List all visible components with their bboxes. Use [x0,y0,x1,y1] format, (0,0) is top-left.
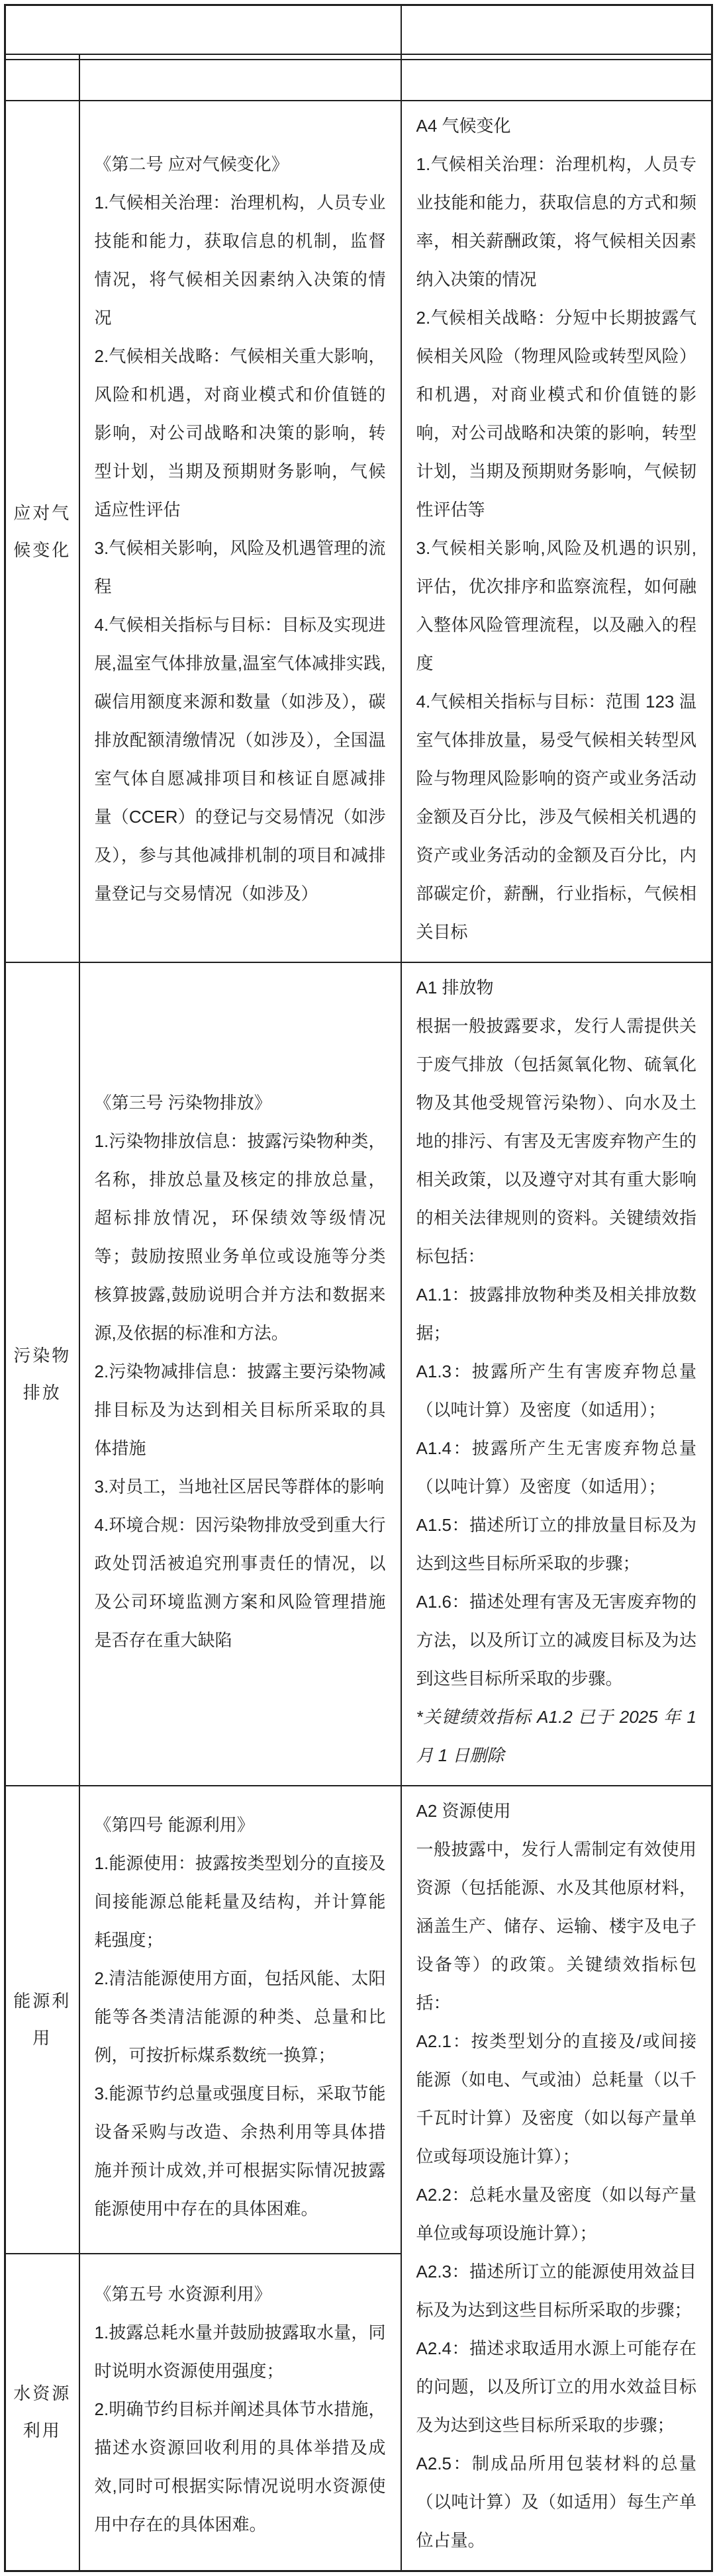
table-row-pollutants [5,962,712,1786]
paragraph: 2.污染物减排信息：披露主要污染物减排目标及为达到相关目标所采取的具体措施 [94,1361,386,1458]
paragraph: A1 排放物 [416,977,494,997]
paragraph: A1.6：描述处理有害及无害废弃物的方法，以及所订立的减废目标及为达到这些目标所采取的步骤。 [416,1591,697,1688]
paragraph: A2.4：描述求取适用水源上可能存在的问题，以及所订立的用水效益目标及为达到这些目标所采取的步骤； [416,2338,697,2435]
paragraph: A2.5：制成品所用包装材料的总量（以吨计算）及（如适用）每生产单位占量。 [416,2453,697,2550]
paragraph: 2.清洁能源使用方面，包括风能、太阳能等各类清洁能源的种类、总量和比例，可按折标煤系数统一换算； [94,1968,386,2066]
header-left-title: 沪深北交易所 ESG 披露框架 [5,5,401,54]
esg-comparison-table [4,4,713,2572]
paragraph: A2.2：总耗水量及密度（如以每产量单位或每项设施计算）； [416,2184,697,2243]
paragraph: 《第三号 污染物排放》 [94,1092,271,1113]
table-row-energy [5,1786,712,2254]
paragraph: 3.对员工，当地社区居民等群体的影响 [94,1476,385,1496]
paragraph: A1.5：描述所订立的排放量目标及为达到这些目标所采取的步骤； [416,1514,697,1573]
gap-cell [5,54,79,60]
kpi-removed-note: *关键绩效指标 A1.2 已于 2025 年 1 月 1 日删除 [416,1706,697,1765]
paragraph: 2.气候相关战略：气候相关重大影响，风险和机遇，对商业模式和价值链的影响，对公司战略和决策的影响，转型计划，当期及预期财务影响，气候适应性评估 [94,345,386,520]
paragraph: 一般披露中，发行人需制定有效使用资源（包括能源、水及其他原材料，涵盖生产、储存、运输、楼宇及电子设备等）的政策。关键绩效指标包括： [416,1839,697,2013]
column-header-hk: 议题对应及具体要求 [401,60,712,101]
header-gap-row [5,54,712,60]
mainland-cell-water [79,2254,401,2571]
hk-cell-resource-use [401,1786,712,2571]
header-right-title: 港股 ESG 披露框架 [401,5,712,54]
paragraph: 《第五号 水资源利用》 [94,2284,271,2305]
paragraph: 《第二号 应对气候变化》 [94,154,289,174]
paragraph: 3.气候相关影响,风险及机遇的识别,评估，优次排序和监察流程，如何融入整体风险管理流程，以及融入的程度 [416,537,697,673]
mainland-cell-climate [79,101,401,962]
paragraph: A2.1：按类型划分的直接及/或间接能源（如电、气或油）总耗量（以千千瓦时计算）及密度（如以每产量单位或每项设施计算）； [416,2031,697,2166]
paragraph: 4.气候相关指标与目标：目标及实现进展,温室气体排放量,温室气体减排实践,碳信用额度来源和数量（如涉及），碳排放配额清缴情况（如涉及），全国温室气体自愿减排项目和核证自愿减排量（CCER）的登记与交易情况（如涉及），参与其他减排机制的项目和减排量登记与交易情况（如涉及） [94,614,386,903]
topic-cell-climate: 应对气候变化 [5,101,79,962]
mainland-cell-energy [79,1786,401,2254]
header-row-sub [5,60,712,101]
column-header-mainland: 对应文件及具体要求 [79,60,401,101]
header-row-main [5,5,712,54]
paragraph: 1.气候相关治理：治理机构，人员专业技能和能力，获取信息的方式和频率，相关薪酬政策，将气候相关因素纳入决策的情况 [416,154,697,289]
topic-cell-energy: 能源利用 [5,1786,79,2254]
paragraph: A2.3：描述所订立的能源使用效益目标及为达到这些目标所采取的步骤； [416,2261,697,2320]
column-header-topic: 议题 [5,60,79,101]
paragraph: A1.4：披露所产生无害废弃物总量（以吨计算）及密度（如适用）； [416,1438,697,1496]
gap-cell [79,54,401,60]
paragraph: 根据一般披露要求，发行人需提供关于废气排放（包括氮氧化物、硫氧化物及其他受规管污染物）、向水及土地的排污、有害及无害废弃物产生的相关政策，以及遵守对其有重大影响的相关法律规则的资料。关键绩效指标包括： [416,1015,697,1266]
topic-cell-pollutants: 污染物排放 [5,962,79,1786]
hk-cell-emissions [401,962,712,1786]
hk-cell-climate [401,101,712,962]
paragraph: 1.污染物排放信息：披露污染物种类，名称，排放总量及核定的排放总量，超标排放情况，环保绩效等级情况等；鼓励按照业务单位或设施等分类核算披露,鼓励说明合并方法和数据来源,及依据的标准和方法。 [94,1130,386,1343]
paragraph: A4 气候变化 [416,115,511,136]
table-row-climate [5,101,712,962]
paragraph: 1.披露总耗水量并鼓励披露取水量，同时说明水资源使用强度； [94,2323,386,2381]
paragraph: A2 资源使用 [416,1800,511,1821]
mainland-cell-pollutants [79,962,401,1786]
paragraph: A1.1：披露排放物种类及相关排放数据； [416,1284,697,1343]
paragraph: A1.3：披露所产生有害废弃物总量（以吨计算）及密度（如适用）； [416,1361,697,1420]
paragraph: 4.环境合规：因污染物排放受到重大行政处罚活被追究刑事责任的情况，以及公司环境监测方案和风险管理措施是否存在重大缺陷 [94,1514,386,1650]
topic-cell-water: 水资源利用 [5,2254,79,2571]
paragraph: 1.气候相关治理：治理机构，人员专业技能和能力，获取信息的机制，监督情况，将气候相关因素纳入决策的情况 [94,192,386,328]
paragraph: 2.气候相关战略：分短中长期披露气候相关风险（物理风险或转型风险）和机遇，对商业模式和价值链的影响，对公司战略和决策的影响，转型计划，当期及预期财务影响，气候韧性评估等 [416,307,697,520]
paragraph: 3.能源节约总量或强度目标，采取节能设备采购与改造、余热利用等具体措施并预计成效,并可根据实际情况披露能源使用中存在的具体困难。 [94,2084,386,2219]
paragraph: 3.气候相关影响，风险及机遇管理的流程 [94,537,386,596]
gap-cell [401,54,712,60]
paragraph: 2.明确节约目标并阐述具体节水措施，描述水资源回收利用的具体举措及成效,同时可根据实际情况说明水资源使用中存在的具体困难。 [94,2399,386,2535]
paragraph: 4.气候相关指标与目标：范围 123 温室气体排放量，易受气候相关转型风险与物理风险影响的资产或业务活动金额及百分比，涉及气候相关机遇的资产或业务活动的金额及百分比，内部碳定价，薪酬，行业指标，气候相关目标 [416,691,697,942]
paragraph: 《第四号 能源利用》 [94,1815,254,1835]
paragraph: 1.能源使用：披露按类型划分的直接及间接能源总能耗量及结构，并计算能耗强度； [94,1853,386,1951]
